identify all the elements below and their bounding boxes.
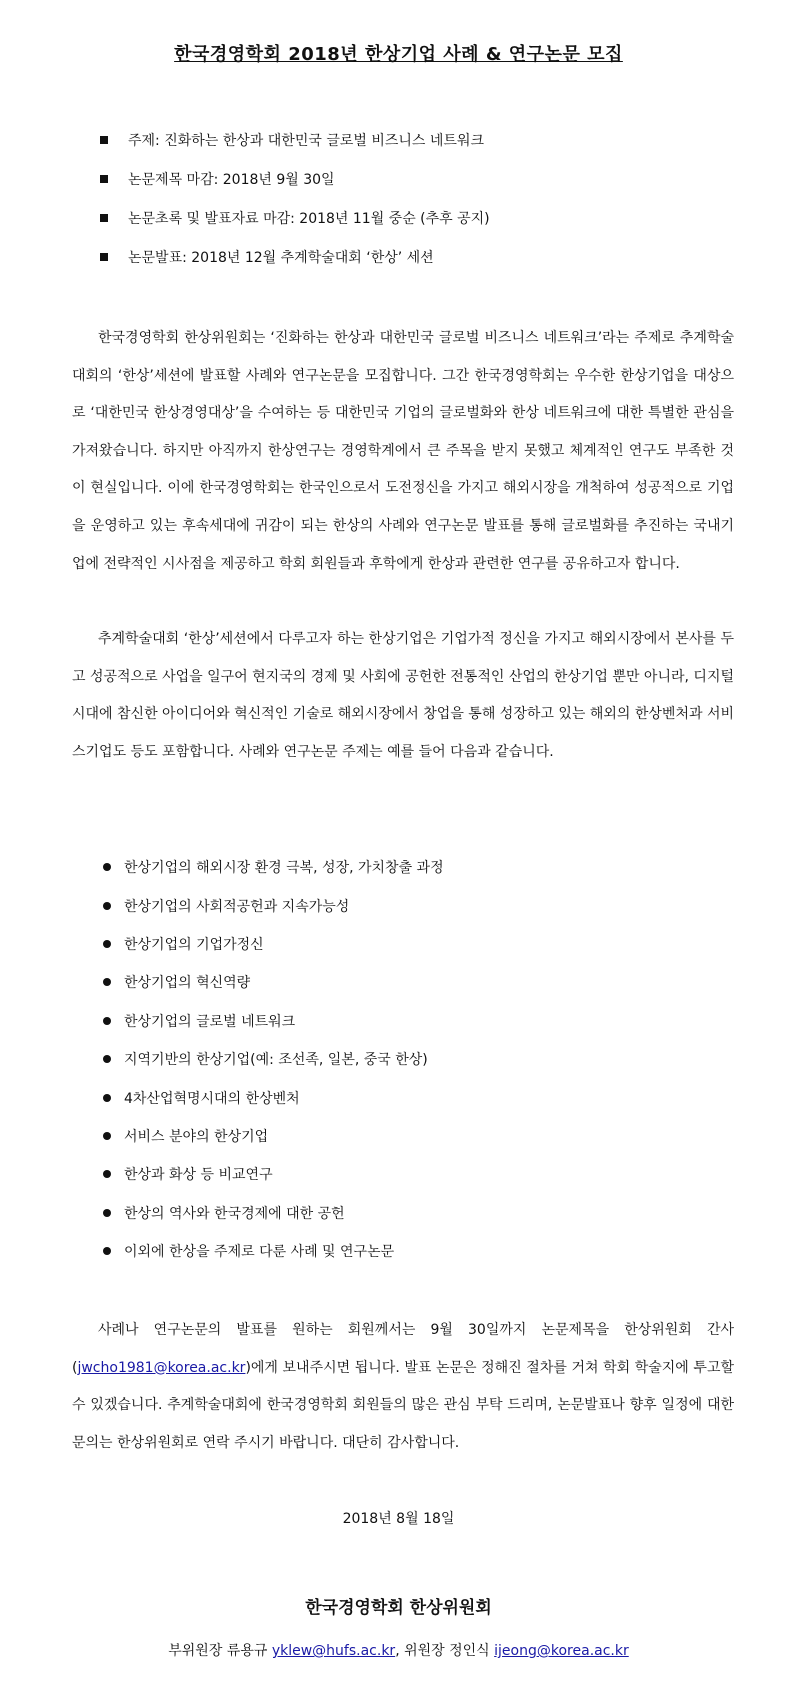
square-bullet-icon	[100, 136, 108, 144]
chair-label: 위원장 정인식	[404, 1643, 490, 1659]
topic-item	[103, 886, 444, 924]
organization-name: 한국경영학회 한상위원회	[305, 1598, 492, 1618]
contact-line	[0, 1640, 797, 1660]
secretary-email-link[interactable]: jwcho1981@korea.ac.kr	[77, 1359, 246, 1376]
topic-item	[103, 1117, 444, 1155]
topic-item-text: 지역기반의 한상기업(예: 조선족, 일본, 중국 한상)	[124, 1052, 428, 1069]
summary-list	[100, 120, 490, 276]
topic-item	[103, 1002, 444, 1040]
open-paren: (	[72, 1359, 78, 1376]
topic-item-text: 한상기업의 사회적공헌과 지속가능성	[124, 898, 350, 915]
topic-item	[103, 1155, 444, 1193]
intro-paragraph: 한국경영학회 한상위원회는 ‘진화하는 한상과 대한민국 글로벌 비즈니스 네트워크’라는 주제로 추계학술대회의 ‘한상’세션에 발표할 사례와 연구논문을 모집합니다. 그간 한국경영학회는 우수한 한상기업을 대상으로 ‘대한민국 한상경영대상’을 수여하는 등 대한민국 기업의 글로벌화와 한상 네트워크에 대한 특별한 관심을 가져왔습니다. 하지만 아직까지 한상연구는 경영학계에서 큰 주목을 받지 못했고 체계적인 연구도 부족한 것이 현실입니다. 이에 한국경영학회는 한국인으로서 도전정신을 가지고 해외시장을 개척하여 성공적으로 기업을 운영하고 있는 후속세대에 귀감이 되는 한상의 사례와 연구논문 발표를 통해 글로벌화를 추진하는 국내기업에 전략적인 시사점을 제공하고 학회 회원들과 후학에게 한상과 관련한 연구를 공유하고자 합니다.	[72, 330, 734, 572]
topic-item-text: 서비스 분야의 한상기업	[124, 1128, 269, 1145]
summary-item	[100, 159, 490, 198]
topic-item-text: 한상기업의 혁신역량	[124, 975, 251, 992]
topic-item	[103, 1194, 444, 1232]
round-bullet-icon	[103, 940, 111, 948]
topic-item-text: 이외에 한상을 주제로 다룬 사례 및 연구논문	[124, 1244, 395, 1261]
square-bullet-icon	[100, 175, 108, 183]
summary-item	[100, 120, 490, 159]
topic-list	[103, 848, 444, 1270]
topic-item	[103, 1078, 444, 1116]
topic-item	[103, 963, 444, 1001]
round-bullet-icon	[103, 1132, 111, 1140]
topic-item-text: 한상기업의 글로벌 네트워크	[124, 1013, 296, 1030]
summary-item-text: 논문제목 마감: 2018년 9월 30일	[128, 171, 335, 188]
submission-text-start: 사례나 연구논문의 발표를 원하는 회원께서는 9월 30일까지 논문제목을 한상위원회 간사	[98, 1322, 734, 1338]
topic-item	[103, 1040, 444, 1078]
topic-item-text: 한상기업의 해외시장 환경 극복, 성장, 가치창출 과정	[124, 860, 444, 877]
summary-item	[100, 237, 490, 276]
summary-item-text: 논문초록 및 발표자료 마감: 2018년 11월 중순 (추후 공지)	[128, 210, 490, 227]
round-bullet-icon	[103, 1017, 111, 1025]
submission-text-end: )에게 보내주시면 됩니다. 발표 논문은 정해진 절차를 거쳐 학회 학술지에 투고할 수 있겠습니다. 추계학술대회에 한국경영학회 회원들의 많은 관심 부탁 드리며, 논문발표나 향후 일정에 대한 문의는 한상위원회로 연락 주시기 바랍니다. 대단히 감사합니다.	[72, 1359, 734, 1451]
round-bullet-icon	[103, 978, 111, 986]
topic-item-text: 한상과 화상 등 비교연구	[124, 1167, 273, 1184]
vice-chair-label: 부위원장 류용규	[168, 1643, 268, 1659]
round-bullet-icon	[103, 1247, 111, 1255]
round-bullet-icon	[103, 1170, 111, 1178]
summary-item-text: 주제: 진화하는 한상과 대한민국 글로벌 비즈니스 네트워크	[128, 132, 484, 149]
summary-item	[100, 198, 490, 237]
square-bullet-icon	[100, 214, 108, 222]
topic-item	[103, 925, 444, 963]
topic-item-text: 4차산업혁명시대의 한상벤처	[124, 1090, 300, 1107]
announcement-date: 2018년 8월 18일	[342, 1511, 455, 1527]
topic-item-text: 한상기업의 기업가정신	[124, 936, 264, 953]
round-bullet-icon	[103, 863, 111, 871]
round-bullet-icon	[103, 1055, 111, 1063]
round-bullet-icon	[103, 1209, 111, 1217]
topic-item-text: 한상의 역사와 한국경제에 대한 공헌	[124, 1205, 345, 1222]
round-bullet-icon	[103, 1094, 111, 1102]
submission-paragraph	[72, 1312, 734, 1462]
scope-paragraph: 추계학술대회 ‘한상’세션에서 다루고자 하는 한상기업은 기업가적 정신을 가지고 해외시장에서 본사를 두고 성공적으로 사업을 일구어 현지국의 경제 및 사회에 공헌한 전통적인 산업의 한상기업 뿐만 아니라, 디지털 시대에 참신한 아이디어와 혁신적인 기술로 해외시장에서 창업을 통해 성장하고 있는 해외의 한상벤처과 서비스기업도 등도 포함합니다. 사례와 연구논문 주제는 예를 들어 다음과 같습니다.	[72, 631, 734, 760]
summary-item-text: 논문발표: 2018년 12월 추계학술대회 ‘한상’ 세션	[128, 249, 434, 266]
round-bullet-icon	[103, 902, 111, 910]
topic-item	[103, 848, 444, 886]
page-title: 한국경영학회 2018년 한상기업 사례 & 연구논문 모집	[174, 44, 623, 65]
topic-item	[103, 1232, 444, 1270]
square-bullet-icon	[100, 253, 108, 261]
contact-separator: ,	[395, 1643, 400, 1659]
vice-chair-email-link[interactable]: yklew@hufs.ac.kr	[271, 1643, 396, 1659]
chair-email-link[interactable]: ijeong@korea.ac.kr	[494, 1643, 629, 1659]
